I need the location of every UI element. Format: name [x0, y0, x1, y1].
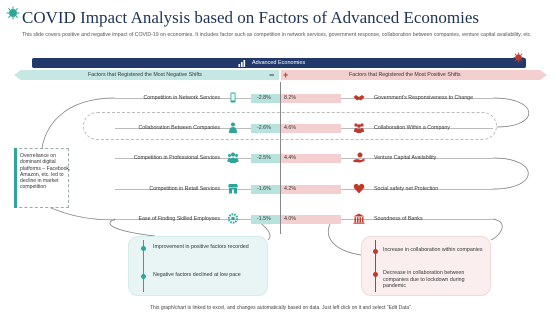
- money-hand-icon: [353, 152, 365, 163]
- heart-shield-icon: [353, 183, 365, 194]
- negative-value: -2.6%: [251, 124, 280, 133]
- storefront-icon: [227, 183, 239, 194]
- positive-summary-line: [375, 240, 376, 292]
- negative-value: -1.5%: [251, 215, 280, 224]
- bank-icon: [353, 213, 365, 224]
- positive-value: 4.0%: [281, 215, 341, 224]
- bar-chart-icon: [238, 59, 247, 67]
- bullet-dot: [373, 272, 378, 277]
- positive-factor-label: Social safety net Protection: [374, 185, 439, 192]
- team-icon: [353, 122, 365, 133]
- negative-value: -1.6%: [251, 185, 280, 194]
- phone-icon: [227, 92, 239, 103]
- banner-label: Advanced Economies: [252, 59, 306, 66]
- person-dollar-icon: [227, 122, 239, 133]
- handshake-icon: [353, 92, 365, 103]
- positive-value: 4.6%: [281, 124, 341, 133]
- page-subtitle: This slide covers positive and negative impact of COVID-19 on economies. It includes factor such as competition in network services, government response, collaboration between companies, venture capital availability, etc.: [22, 32, 532, 38]
- bullet-dot: [373, 249, 378, 254]
- positive-value: 4.2%: [281, 185, 341, 194]
- positive-value: 8.2%: [281, 94, 341, 103]
- positive-summary-item: Decrease in collaboration between companies due to lockdown during pandemic: [383, 270, 465, 289]
- virus-icon: [6, 6, 20, 20]
- positive-shift-label: Factors that Registered the Most Positive Shifts: [349, 72, 461, 78]
- positive-factor-label: Venture Capital Availability: [374, 154, 437, 161]
- footer-note: This graph/chart is linked to excel, and changes automatically based on data. Just left click on it and select "Edit Data".: [150, 305, 413, 311]
- side-note-accent: [14, 148, 17, 208]
- negative-value: -2.5%: [251, 154, 280, 163]
- side-note-text: Overreliance on dominant digital platforms – Facebook, Amazon, etc. led to decline in market competition: [20, 153, 71, 191]
- negative-summary-item: Negative factors declined at low pace: [153, 272, 241, 278]
- group-icon: [227, 152, 239, 163]
- negative-shift-label: Factors that Registered the Most Negative Shifts: [88, 72, 202, 78]
- gear-person-icon: [227, 213, 239, 224]
- virus-icon: [513, 52, 524, 63]
- bullet-dot: [141, 246, 146, 251]
- positive-value: 4.4%: [281, 154, 341, 163]
- negative-factor-label: Competition in Retail Services: [149, 185, 220, 192]
- positive-factor-label: Collaboration Within a Company: [374, 124, 450, 131]
- positive-arrowhead: [540, 70, 547, 80]
- page-title: COVID Impact Analysis based on Factors of Advanced Economies: [22, 8, 480, 27]
- negative-summary-item: Improvement in positive factors recorded: [153, 244, 249, 250]
- negative-factor-label: Collaboration Between Companies: [138, 124, 220, 131]
- negative-factor-label: Competition in Network Services: [143, 94, 220, 101]
- positive-factor-label: Government's Responsiveness to Change: [374, 94, 474, 101]
- negative-factor-label: Competition in Professional Services: [133, 154, 220, 161]
- bullet-dot: [141, 274, 146, 279]
- negative-factor-label: Ease of Finding Skilled Employees: [138, 215, 220, 222]
- minus-sign: −: [269, 70, 275, 80]
- positive-factor-label: Soundness of Banks: [374, 215, 423, 222]
- negative-value: -2.8%: [251, 94, 280, 103]
- positive-summary-item: Increase in collaboration within companies: [383, 247, 483, 253]
- plus-sign: +: [283, 70, 289, 80]
